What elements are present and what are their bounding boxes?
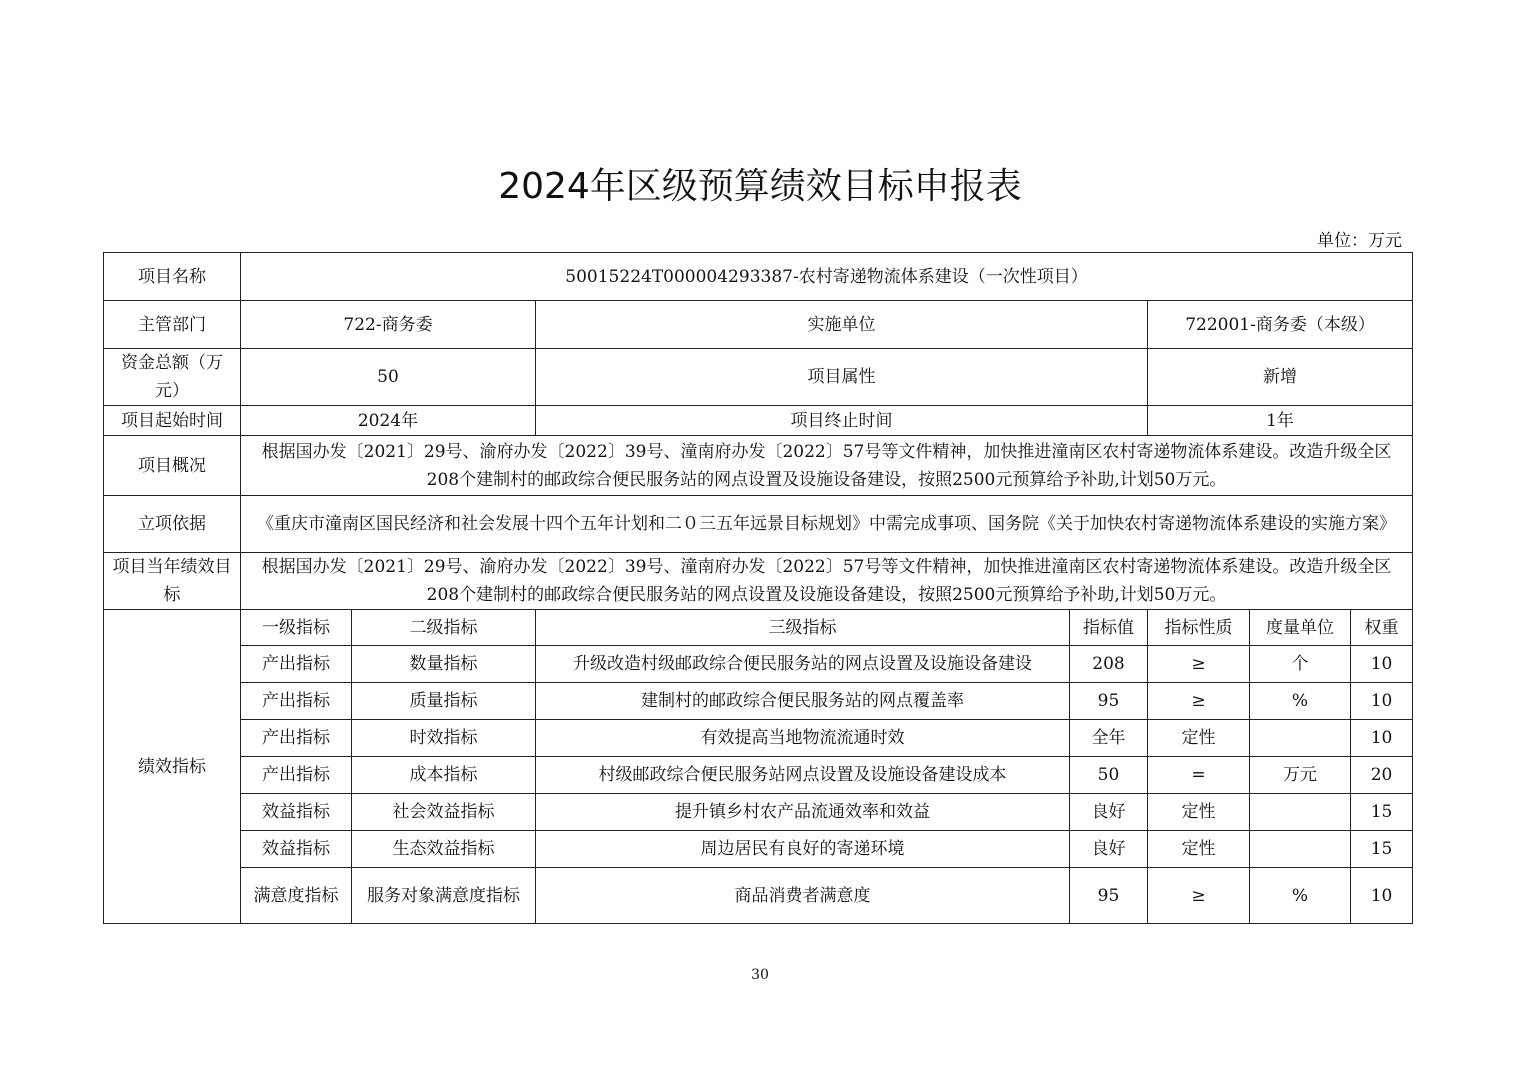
weight-cell: 15 <box>1351 831 1413 868</box>
table-row <box>104 757 1413 794</box>
value-cell: 良好 <box>1070 831 1148 868</box>
impl-value: 722001-商务委（本级） <box>1148 301 1413 349</box>
nature-cell: = <box>1148 757 1250 794</box>
header-cell: 一级指标 <box>241 610 352 646</box>
overview-label: 项目概况 <box>104 436 241 496</box>
nature-cell: ≥ <box>1148 646 1250 683</box>
budget-table <box>103 252 1413 924</box>
value-cell: 208 <box>1070 646 1148 683</box>
page-number: 30 <box>751 967 769 983</box>
level3-cell: 有效提高当地物流流通时效 <box>536 720 1070 757</box>
level3-cell: 升级改造村级邮政综合便民服务站的网点设置及设施设备建设 <box>536 646 1070 683</box>
table-row <box>104 646 1413 683</box>
overview-value: 根据国办发〔2021〕29号、渝府办发〔2022〕39号、潼南府办发〔2022〕57号等文件精神，加快推进潼南区农村寄递物流体系建设。改造升级全区208个建制村的邮政综合便民服务站的网点设置及设施设备建设，按照2500元预算给予补助,计划50万元。 <box>241 436 1413 496</box>
fund-label: 资金总额（万元） <box>104 349 241 406</box>
goal-label: 项目当年绩效目标 <box>104 553 241 610</box>
level1-cell: 产出指标 <box>241 683 352 720</box>
end-value: 1年 <box>1148 406 1413 436</box>
unit-label: 单位：万元 <box>1317 231 1402 251</box>
value-cell: 95 <box>1070 683 1148 720</box>
weight-cell: 10 <box>1351 868 1413 924</box>
value-cell: 全年 <box>1070 720 1148 757</box>
level2-cell: 成本指标 <box>352 757 536 794</box>
project-name-label: 项目名称 <box>104 253 241 301</box>
nature-cell: ≥ <box>1148 683 1250 720</box>
value-cell: 50 <box>1070 757 1148 794</box>
level2-cell: 生态效益指标 <box>352 831 536 868</box>
level2-cell: 数量指标 <box>352 646 536 683</box>
weight-cell: 15 <box>1351 794 1413 831</box>
header-cell: 指标性质 <box>1148 610 1250 646</box>
weight-cell: 10 <box>1351 646 1413 683</box>
weight-cell: 10 <box>1351 720 1413 757</box>
level1-cell: 产出指标 <box>241 646 352 683</box>
project-name-value: 50015224T000004293387-农村寄递物流体系建设（一次性项目） <box>241 253 1413 301</box>
end-label: 项目终止时间 <box>536 406 1148 436</box>
value-cell: 良好 <box>1070 794 1148 831</box>
nature-cell: ≥ <box>1148 868 1250 924</box>
nature-cell: 定性 <box>1148 794 1250 831</box>
level1-cell: 效益指标 <box>241 794 352 831</box>
fund-value: 50 <box>241 349 536 406</box>
impl-label: 实施单位 <box>536 301 1148 349</box>
page-title: 2024年区级预算绩效目标申报表 <box>498 166 1022 207</box>
header-cell: 权重 <box>1351 610 1413 646</box>
unit-cell <box>1250 794 1351 831</box>
unit-cell: % <box>1250 868 1351 924</box>
weight-cell: 10 <box>1351 683 1413 720</box>
level1-cell: 满意度指标 <box>241 868 352 924</box>
level3-cell: 建制村的邮政综合便民服务站的网点覆盖率 <box>536 683 1070 720</box>
unit-cell: % <box>1250 683 1351 720</box>
table-row <box>104 720 1413 757</box>
unit-cell <box>1250 831 1351 868</box>
header-cell: 指标值 <box>1070 610 1148 646</box>
basis-label: 立项依据 <box>104 496 241 553</box>
table-row <box>104 868 1413 924</box>
attr-label: 项目属性 <box>536 349 1148 406</box>
level3-cell: 提升镇乡村农产品流通效率和效益 <box>536 794 1070 831</box>
unit-cell <box>1250 720 1351 757</box>
table-row <box>104 683 1413 720</box>
weight-cell: 20 <box>1351 757 1413 794</box>
unit-cell: 个 <box>1250 646 1351 683</box>
level2-cell: 质量指标 <box>352 683 536 720</box>
dept-label: 主管部门 <box>104 301 241 349</box>
start-value: 2024年 <box>241 406 536 436</box>
unit-cell: 万元 <box>1250 757 1351 794</box>
level2-cell: 服务对象满意度指标 <box>352 868 536 924</box>
level3-cell: 周边居民有良好的寄递环境 <box>536 831 1070 868</box>
level1-cell: 产出指标 <box>241 757 352 794</box>
attr-value: 新增 <box>1148 349 1413 406</box>
header-cell: 三级指标 <box>536 610 1070 646</box>
level3-cell: 商品消费者满意度 <box>536 868 1070 924</box>
header-cell: 度量单位 <box>1250 610 1351 646</box>
dept-value: 722-商务委 <box>241 301 536 349</box>
basis-value: 《重庆市潼南区国民经济和社会发展十四个五年计划和二０三五年远景目标规划》中需完成事项、国务院《关于加快农村寄递物流体系建设的实施方案》 <box>241 496 1413 553</box>
nature-cell: 定性 <box>1148 831 1250 868</box>
table-row <box>104 831 1413 868</box>
value-cell: 95 <box>1070 868 1148 924</box>
level2-cell: 时效指标 <box>352 720 536 757</box>
header-cell: 二级指标 <box>352 610 536 646</box>
perf-label: 绩效指标 <box>104 610 241 924</box>
goal-value: 根据国办发〔2021〕29号、渝府办发〔2022〕39号、潼南府办发〔2022〕57号等文件精神，加快推进潼南区农村寄递物流体系建设。改造升级全区208个建制村的邮政综合便民服务站的网点设置及设施设备建设，按照2500元预算给予补助,计划50万元。 <box>241 553 1413 610</box>
level1-cell: 产出指标 <box>241 720 352 757</box>
start-label: 项目起始时间 <box>104 406 241 436</box>
level1-cell: 效益指标 <box>241 831 352 868</box>
level2-cell: 社会效益指标 <box>352 794 536 831</box>
nature-cell: 定性 <box>1148 720 1250 757</box>
table-row <box>104 794 1413 831</box>
level3-cell: 村级邮政综合便民服务站网点设置及设施设备建设成本 <box>536 757 1070 794</box>
